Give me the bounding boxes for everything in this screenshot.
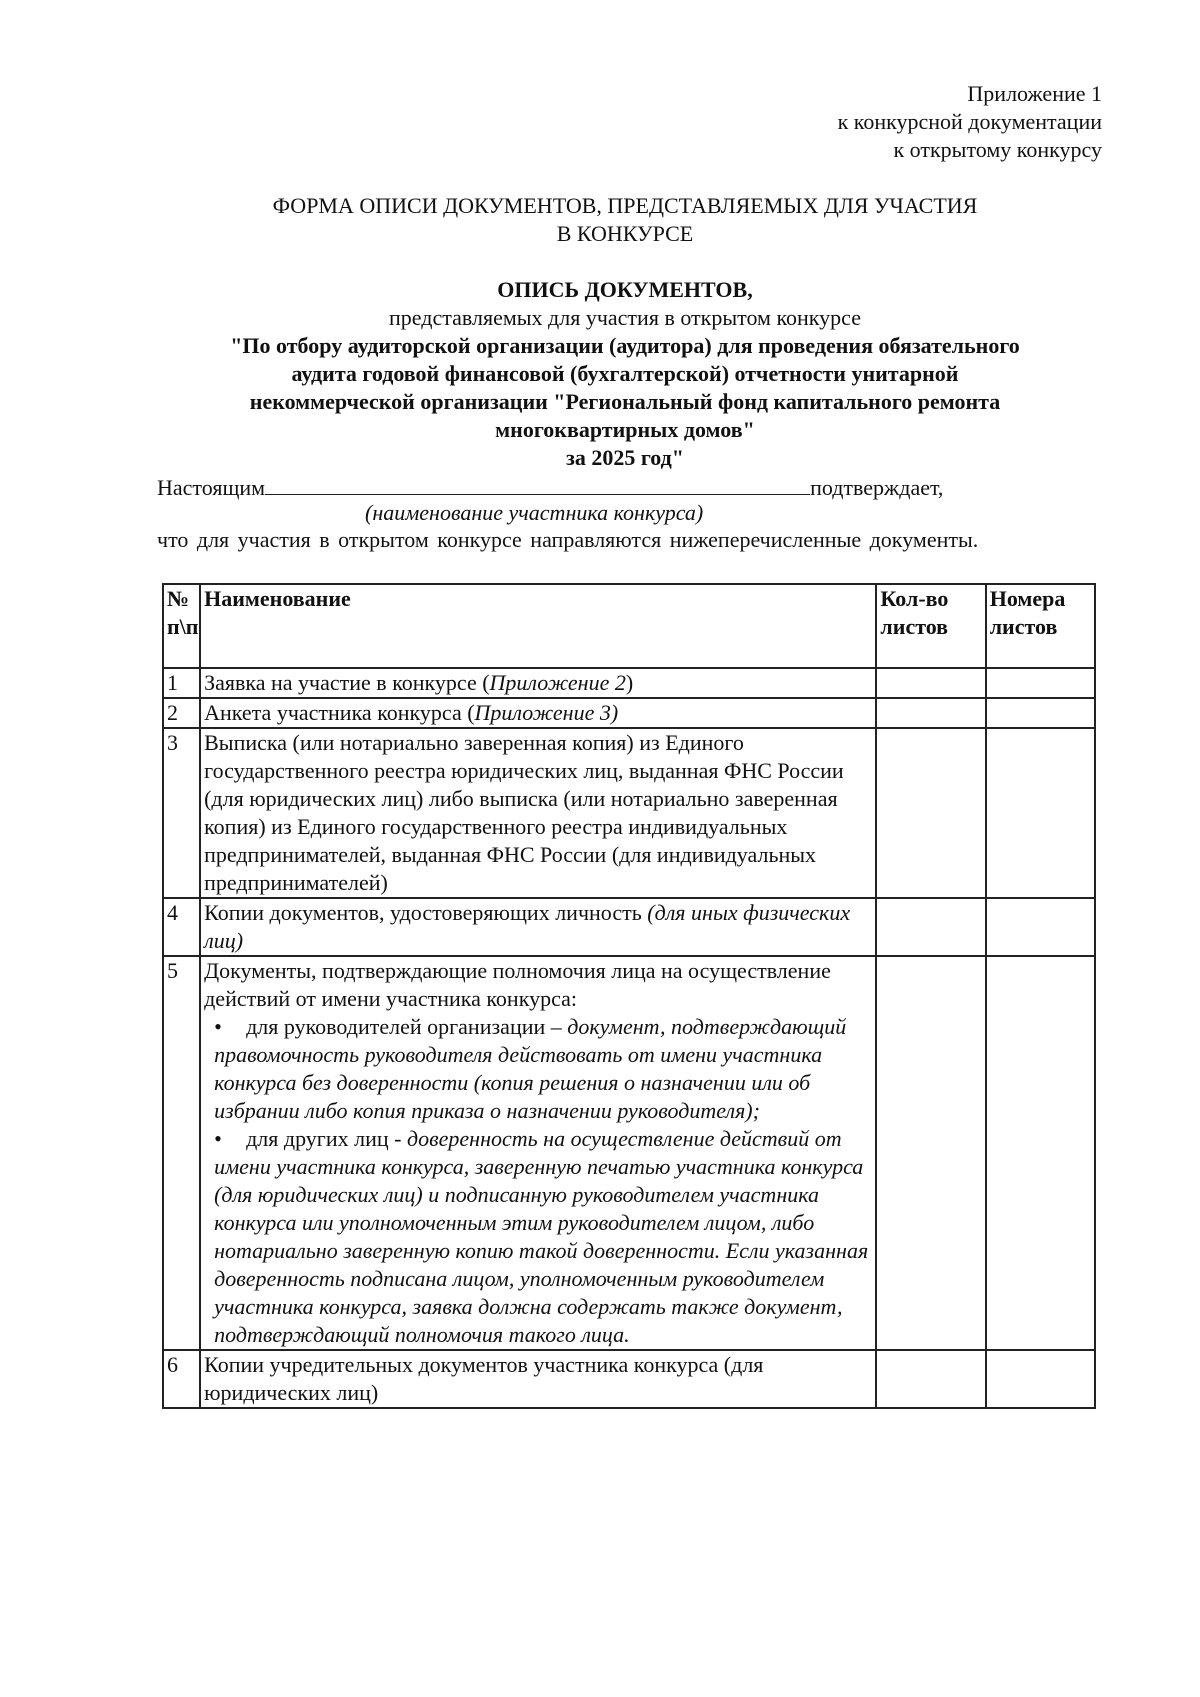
row-text: Заявка на участие в конкурсе ( (204, 670, 490, 695)
participant-name-caption: (наименование участника конкурса) (365, 500, 704, 525)
bullet-icon: • (214, 1014, 222, 1039)
row-reference: Приложение 2 (489, 670, 626, 695)
header-sheets-count: Кол-во листов (876, 584, 985, 668)
sheet-numbers-cell[interactable] (986, 956, 1095, 1350)
appendix-line-3: к открытому конкурсу (893, 137, 1102, 162)
bullet-icon: • (214, 1126, 222, 1151)
row-note: (для иных физических лиц) (204, 900, 851, 953)
contest-name-line-4: многоквартирных домов" (495, 417, 755, 442)
row-name (200, 898, 876, 956)
contest-name-line-3: некоммерческой организации "Региональный фонд капитального ремонта (249, 389, 1001, 414)
row-number: 3 (163, 728, 200, 898)
table-row (163, 698, 1095, 728)
confirms-text: подтверждает, (810, 475, 944, 500)
bullet-item-managers (204, 1013, 872, 1125)
declaration-line (157, 472, 943, 502)
inventory-subtitle: представляемых для участия в открытом конкурсе (389, 305, 861, 330)
row-text-close: ) (625, 670, 634, 695)
table-row (163, 1350, 1095, 1408)
row-number: 6 (163, 1350, 200, 1408)
form-heading-line-1: ФОРМА ОПИСИ ДОКУМЕНТОВ, ПРЕДСТАВЛЯЕМЫХ ДЛЯ УЧАСТИЯ (272, 193, 978, 218)
bullet-body: доверенность на осуществление действий от имени участника конкурса, заверенную печатью участника конкурса (для юридических лиц) и подписанную руководителем участника конкурса или уполномоченным этим руководителем лицом, либо нотариально заверенную копию такой доверенности. Если указанная доверенность подписана лицом, уполномоченным руководителем участника конкурса, заявка должна содержать также документ, подтверждающий полномочия такого лица. (214, 1126, 869, 1347)
row-name (200, 698, 876, 728)
table-header-row (163, 584, 1095, 668)
hereby-text: Настоящим (157, 475, 266, 500)
sheets-count-cell[interactable] (876, 668, 985, 698)
sheets-count-cell[interactable] (876, 1350, 985, 1408)
bullet-item-other-persons (204, 1125, 872, 1349)
table-row (163, 898, 1095, 956)
appendix-reference (838, 80, 1102, 164)
contest-name-line-5: за 2025 год" (566, 445, 684, 470)
sheet-numbers-cell[interactable] (986, 668, 1095, 698)
inventory-title: ОПИСЬ ДОКУМЕНТОВ, (497, 277, 753, 302)
appendix-line-2: к конкурсной документации (837, 109, 1102, 134)
sheets-count-cell[interactable] (876, 698, 985, 728)
appendix-line-1: Приложение 1 (967, 81, 1102, 106)
bullet-lead: для руководителей организации – (246, 1014, 568, 1039)
bullet-body: документ, подтверждающий правомочность руководителя действовать от имени участника конкурса без доверенности (копия решения о назначении или об избрании либо копия приказа о назначении руководителя); (214, 1014, 847, 1123)
sheet-numbers-cell[interactable] (986, 1350, 1095, 1408)
form-heading (0, 192, 1200, 248)
table-row (163, 956, 1095, 1350)
bullet-lead: для других лиц - (246, 1126, 407, 1151)
row-number: 2 (163, 698, 200, 728)
row-number: 1 (163, 668, 200, 698)
sheets-count-cell[interactable] (876, 898, 985, 956)
row-number: 5 (163, 956, 200, 1350)
contest-name-line-2: аудита годовой финансовой (бухгалтерской) отчетности унитарной (291, 361, 959, 386)
table-row (163, 728, 1095, 898)
purpose-text: что для участия в открытом конкурсе направляются нижеперечисленные документы. (157, 527, 979, 552)
form-heading-line-2: В КОНКУРСЕ (556, 221, 694, 246)
row-text: Документы, подтверждающие полномочия лица на осуществление действий от имени участника конкурса: (204, 958, 831, 1011)
row-name: Выписка (или нотариально заверенная копия) из Единого государственного реестра юридических лиц, выданная ФНС России (для юридических лиц) либо выписка (или нотариально заверенная копия) из Единого государственного реестра индивидуальных предпринимателей, выданная ФНС России (для индивидуальных предпринимателей) (200, 728, 876, 898)
sheet-numbers-cell[interactable] (986, 698, 1095, 728)
documents-table (162, 583, 1096, 1409)
row-text: Анкета участника конкурса ( (204, 700, 475, 725)
header-number: № п\п (163, 584, 200, 668)
row-name (200, 956, 876, 1350)
sheet-numbers-cell[interactable] (986, 728, 1095, 898)
row-name (200, 668, 876, 698)
header-name: Наименование (200, 584, 876, 668)
row-text: Копии документов, удостоверяющих личность (204, 900, 648, 925)
sheets-count-cell[interactable] (876, 728, 985, 898)
row-number: 4 (163, 898, 200, 956)
contest-name (0, 332, 1200, 472)
row-name: Копии учредительных документов участника конкурса (для юридических лиц) (200, 1350, 876, 1408)
row-reference: Приложение 3) (474, 700, 619, 725)
participant-name-blank[interactable] (265, 472, 810, 495)
contest-name-line-1: "По отбору аудиторской организации (аудитора) для проведения обязательного (230, 333, 1020, 358)
table-row (163, 668, 1095, 698)
sheets-count-cell[interactable] (876, 956, 985, 1350)
sheet-numbers-cell[interactable] (986, 898, 1095, 956)
header-sheet-numbers: Номера листов (986, 584, 1095, 668)
